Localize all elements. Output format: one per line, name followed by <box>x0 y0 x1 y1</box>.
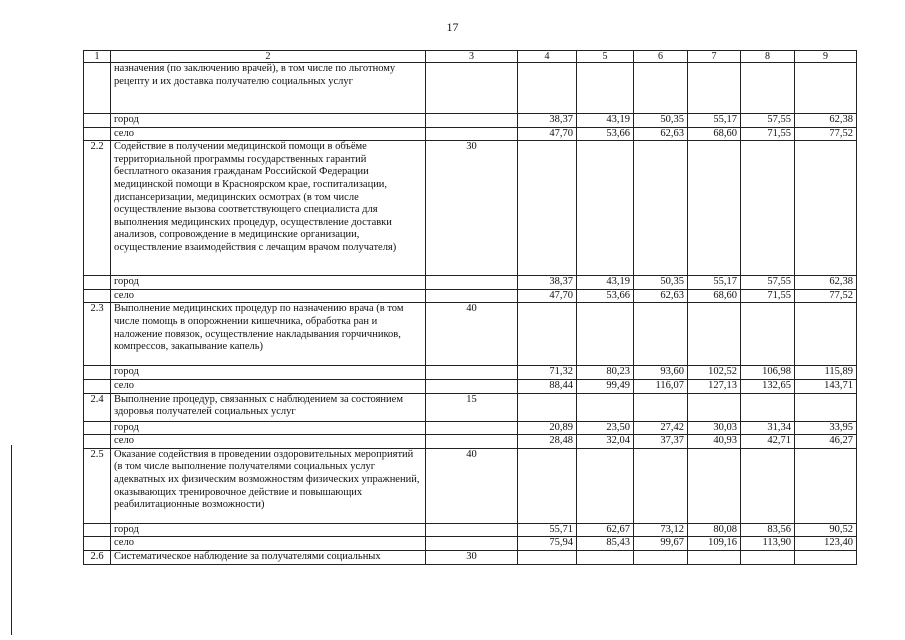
empty-cell <box>634 550 688 564</box>
locality-label: город <box>111 276 426 290</box>
tariff-value: 90,52 <box>795 523 857 537</box>
empty-cell <box>795 63 857 114</box>
tariff-value: 127,13 <box>688 379 741 393</box>
tariff-value: 23,50 <box>577 421 634 435</box>
tariff-value: 32,04 <box>577 435 634 449</box>
empty-cell <box>518 393 577 421</box>
tariff-value: 38,37 <box>518 114 577 128</box>
locality-label: город <box>111 421 426 435</box>
tariff-value: 27,42 <box>634 421 688 435</box>
column-header: 1 <box>84 51 111 63</box>
tariff-value: 83,56 <box>741 523 795 537</box>
tariff-value: 123,40 <box>795 537 857 551</box>
column-header: 3 <box>426 51 518 63</box>
tariff-value: 62,63 <box>634 127 688 141</box>
tariff-value: 50,35 <box>634 114 688 128</box>
tariff-value: 115,89 <box>795 366 857 380</box>
empty-cell <box>577 141 634 276</box>
tariff-value: 80,08 <box>688 523 741 537</box>
tariff-value: 93,60 <box>634 366 688 380</box>
empty-cell <box>84 366 111 380</box>
empty-cell <box>795 393 857 421</box>
tariff-value: 77,52 <box>795 127 857 141</box>
empty-cell <box>426 537 518 551</box>
empty-cell <box>795 141 857 276</box>
tariff-value: 71,32 <box>518 366 577 380</box>
tariff-value: 62,63 <box>634 289 688 303</box>
empty-cell <box>634 303 688 366</box>
empty-cell <box>426 421 518 435</box>
empty-cell <box>577 448 634 523</box>
tariff-row <box>84 114 857 128</box>
empty-cell <box>634 448 688 523</box>
empty-cell <box>426 114 518 128</box>
empty-cell <box>795 303 857 366</box>
empty-cell <box>634 63 688 114</box>
empty-cell <box>688 550 741 564</box>
empty-cell <box>634 393 688 421</box>
tariff-value: 88,44 <box>518 379 577 393</box>
tariff-value: 116,07 <box>634 379 688 393</box>
column-header: 5 <box>577 51 634 63</box>
empty-cell <box>84 421 111 435</box>
locality-label: город <box>111 523 426 537</box>
tariff-value: 68,60 <box>688 127 741 141</box>
tariff-row <box>84 435 857 449</box>
tariff-value: 37,37 <box>634 435 688 449</box>
scan-edge-line <box>11 445 12 635</box>
tariff-value: 62,67 <box>577 523 634 537</box>
tariff-value: 99,67 <box>634 537 688 551</box>
empty-cell <box>688 63 741 114</box>
tariff-value: 80,23 <box>577 366 634 380</box>
locality-label: город <box>111 366 426 380</box>
tariff-value: 99,49 <box>577 379 634 393</box>
service-minutes <box>426 63 518 114</box>
tariff-row <box>84 127 857 141</box>
tariff-value: 38,37 <box>518 276 577 290</box>
empty-cell <box>518 63 577 114</box>
empty-cell <box>84 379 111 393</box>
service-row <box>84 448 857 523</box>
service-code: 2.5 <box>84 448 111 523</box>
service-code: 2.3 <box>84 303 111 366</box>
service-minutes: 40 <box>426 448 518 523</box>
tariff-row <box>84 289 857 303</box>
tariff-value: 71,55 <box>741 127 795 141</box>
empty-cell <box>426 276 518 290</box>
service-name: Выполнение процедур, связанных с наблюдением за состоянием здоровья получателей социальных услуг <box>111 393 426 421</box>
service-code: 2.2 <box>84 141 111 276</box>
locality-label: село <box>111 537 426 551</box>
empty-cell <box>518 303 577 366</box>
locality-label: село <box>111 289 426 303</box>
tariff-value: 68,60 <box>688 289 741 303</box>
empty-cell <box>518 550 577 564</box>
column-header: 7 <box>688 51 741 63</box>
service-name: Выполнение медицинских процедур по назначению врача (в том числе помощь в опорожнении кишечника, обработка ран и наложение повязок, осуществление накладывания горчичников, компрессов, закапывание капель) <box>111 303 426 366</box>
tariff-value: 50,35 <box>634 276 688 290</box>
column-header: 8 <box>741 51 795 63</box>
service-code: 2.6 <box>84 550 111 564</box>
service-name: Оказание содействия в проведении оздоровительных мероприятий (в том числе выполнение получателями социальных услуг адекватных их физическим возможностям физических упражнений, оказывающих тренировочное действие и повышающих реабилитационные возможности) <box>111 448 426 523</box>
tariff-value: 43,19 <box>577 114 634 128</box>
tariff-value: 55,71 <box>518 523 577 537</box>
empty-cell <box>577 303 634 366</box>
tariff-value: 85,43 <box>577 537 634 551</box>
service-row <box>84 63 857 114</box>
tariff-value: 42,71 <box>741 435 795 449</box>
empty-cell <box>84 114 111 128</box>
tariff-value: 47,70 <box>518 289 577 303</box>
tariff-row <box>84 276 857 290</box>
empty-cell <box>577 63 634 114</box>
service-row <box>84 303 857 366</box>
column-header: 6 <box>634 51 688 63</box>
empty-cell <box>84 289 111 303</box>
tariff-value: 113,90 <box>741 537 795 551</box>
tariff-value: 55,17 <box>688 114 741 128</box>
service-row <box>84 393 857 421</box>
tariff-value: 53,66 <box>577 127 634 141</box>
service-minutes: 40 <box>426 303 518 366</box>
tariff-value: 28,48 <box>518 435 577 449</box>
tariff-row <box>84 421 857 435</box>
tariff-value: 102,52 <box>688 366 741 380</box>
service-minutes: 15 <box>426 393 518 421</box>
empty-cell <box>741 303 795 366</box>
tariff-value: 43,19 <box>577 276 634 290</box>
service-code: 2.4 <box>84 393 111 421</box>
tariff-value: 106,98 <box>741 366 795 380</box>
tariff-value: 62,38 <box>795 276 857 290</box>
tariff-row <box>84 366 857 380</box>
service-minutes: 30 <box>426 141 518 276</box>
tariff-value: 31,34 <box>741 421 795 435</box>
empty-cell <box>426 435 518 449</box>
empty-cell <box>741 550 795 564</box>
tariff-value: 143,71 <box>795 379 857 393</box>
column-header: 4 <box>518 51 577 63</box>
empty-cell <box>795 448 857 523</box>
tariff-value: 20,89 <box>518 421 577 435</box>
empty-cell <box>688 303 741 366</box>
empty-cell <box>577 550 634 564</box>
empty-cell <box>84 537 111 551</box>
empty-cell <box>741 141 795 276</box>
tariff-value: 57,55 <box>741 114 795 128</box>
empty-cell <box>688 141 741 276</box>
tariff-value: 53,66 <box>577 289 634 303</box>
tariff-value: 73,12 <box>634 523 688 537</box>
locality-label: село <box>111 379 426 393</box>
tariff-value: 55,17 <box>688 276 741 290</box>
empty-cell <box>426 523 518 537</box>
service-name: Содействие в получении медицинской помощи в объёме территориальной программы государственных гарантий бесплатного оказания гражданам Российской Федерации медицинской помощи в Красноярском крае, госпитализации, диспансеризации, медицинских осмотрах (в том числе осуществление вызова соответствующего специалиста для выполнения медицинских процедур, осуществление доставки анализов, сопровождение в медицинские организации, осуществление взаимодействия с лечащим врачом получателя) <box>111 141 426 276</box>
tariff-value: 33,95 <box>795 421 857 435</box>
locality-label: село <box>111 127 426 141</box>
service-row <box>84 141 857 276</box>
tariff-row <box>84 523 857 537</box>
empty-cell <box>518 448 577 523</box>
column-header: 2 <box>111 51 426 63</box>
tariff-value: 30,03 <box>688 421 741 435</box>
tariff-row <box>84 537 857 551</box>
tariff-value: 109,16 <box>688 537 741 551</box>
empty-cell <box>795 550 857 564</box>
column-header-row <box>84 51 857 63</box>
empty-cell <box>518 141 577 276</box>
tariff-value: 47,70 <box>518 127 577 141</box>
empty-cell <box>426 366 518 380</box>
tariff-table <box>83 50 857 565</box>
tariff-value: 40,93 <box>688 435 741 449</box>
page-number: 17 <box>446 20 459 34</box>
empty-cell <box>426 289 518 303</box>
column-header: 9 <box>795 51 857 63</box>
tariff-value: 46,27 <box>795 435 857 449</box>
tariff-row <box>84 379 857 393</box>
empty-cell <box>84 435 111 449</box>
empty-cell <box>634 141 688 276</box>
empty-cell <box>741 393 795 421</box>
tariff-value: 77,52 <box>795 289 857 303</box>
empty-cell <box>741 448 795 523</box>
tariff-value: 57,55 <box>741 276 795 290</box>
service-name: назначения (по заключению врачей), в том числе по льготному рецепту и их доставка получателю социальных услуг <box>111 63 426 114</box>
empty-cell <box>688 448 741 523</box>
empty-cell <box>84 127 111 141</box>
empty-cell <box>84 523 111 537</box>
empty-cell <box>84 276 111 290</box>
empty-cell <box>426 379 518 393</box>
locality-label: город <box>111 114 426 128</box>
service-row <box>84 550 857 564</box>
tariff-value: 62,38 <box>795 114 857 128</box>
service-minutes: 30 <box>426 550 518 564</box>
empty-cell <box>688 393 741 421</box>
empty-cell <box>741 63 795 114</box>
service-code <box>84 63 111 114</box>
tariff-value: 75,94 <box>518 537 577 551</box>
empty-cell <box>577 393 634 421</box>
locality-label: село <box>111 435 426 449</box>
tariff-value: 132,65 <box>741 379 795 393</box>
service-name: Систематическое наблюдение за получателями социальных <box>111 550 426 564</box>
empty-cell <box>426 127 518 141</box>
tariff-value: 71,55 <box>741 289 795 303</box>
